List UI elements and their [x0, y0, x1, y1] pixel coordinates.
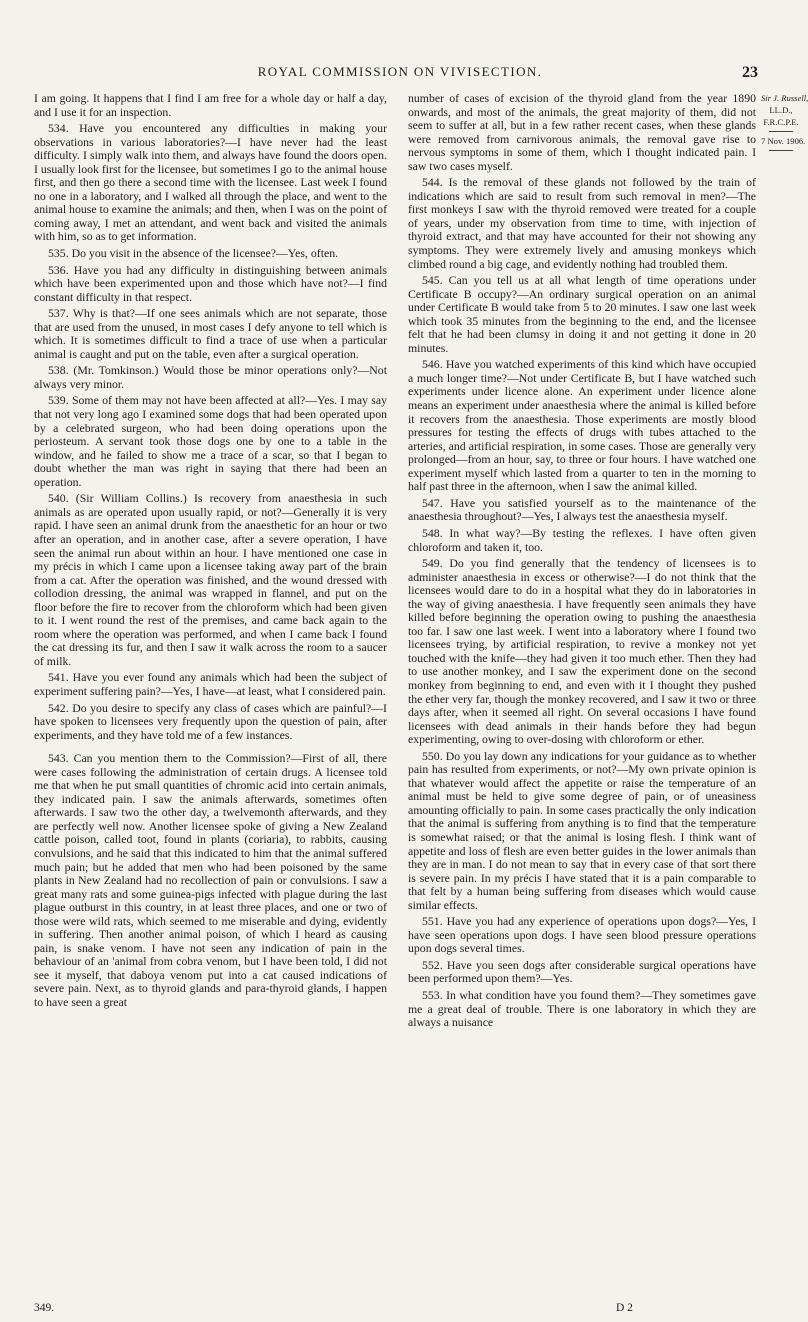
question-547: 547. Have you satisfied yourself as to the maintenance of the anaesthesia throughout?—Yes, I always test the anaesthesia myself.	[408, 495, 756, 524]
margin-divider	[769, 150, 793, 151]
question-543: 543. Can you mention them to the Commission?—First of all, there were cases following the administration of certain drugs. A licensee told me that when he put small quantities of chromic acid into certain animals, they indicated pain. I saw the animals afterwards, sometimes often afterwards. I saw two the other day, a twelvemonth afterwards, and they are perfectly well now. Another licensee spoke of giving a New Zealand cattle poison, called toot, found in plants (coriaria), to rabbits, causing convulsions, and he said that this indicated to him that the animal suffered much pain; but he added that men who had been poisoned by the same plants in New Zealand had no recollection of pain or convulsions. I saw a great many rats and some guinea-pigs infected with plague during the last plague outburst in this country, in at least three places, and one or two of those were wild rats, which seemed to me miserable and dying, evidently in suffering. Then another animal poison, of which I heard as causing pain, is snake venom. I have not seen any indication of pain in the behaviour of an 'animal from cobra venom, but I have been told, I did not see it myself, that daboya venom put into a cat caused indications of severe pain. Next, as to thyroid glands and para-thyroid glands, I happen to have seen a great	[34, 751, 387, 1009]
question-552: 552. Have you seen dogs after considerable surgical operations have been performed upon them?—Yes.	[408, 957, 756, 986]
margin-divider	[769, 131, 793, 132]
question-551: 551. Have you had any experience of operations upon dogs?—Yes, I have seen operations upon dogs. I have seen blood pressure operations upon dogs several times.	[408, 914, 756, 956]
signature-marker: D 2	[616, 1302, 633, 1314]
question-535: 535. Do you visit in the absence of the licensee?—Yes, often.	[48, 246, 339, 261]
question-537: 537. Why is that?—If one sees animals which are not separate, those that are used from the unused, in most cases I defy anyone to tell which is which. It is sometimes difficult to find a trace of use when a particular animal is caught and put on the table, even after a surgical operation.	[34, 306, 387, 361]
question-548: 548. In what way?—By testing the reflexes. I have often given chloroform and taken it, too.	[408, 525, 756, 554]
question-542: 542. Do you desire to specify any class of cases which are painful?—I have spoken to licensees very frequently upon the question of pain, after experiments, and they have told me of a few instances.	[34, 700, 387, 742]
page-footer	[0, 1302, 800, 1318]
question-540: 540. (Sir William Collins.) Is recovery from anaesthesia in such animals as are operated upon usually rapid, or not?—Generally it is very rapid. I have seen an animal drunk from the anaesthetic for an hour or two after an operation, and in another case, after a severe operation, I have seen the animal run about within an hour. I have mentioned one case in my précis in which I came upon a licensee taking away part of the brain from a cat. After the operation was finished, and the wound dressed with collodion dressing, the animal was wrapped in flannel, and put on the floor before the fire to recover from the chloroform which had been given to it. I went round the rest of the premises, and came back again to the room where the operation was performed, and when I came back I found the cat dressing its fur, and then I saw it walk across the room to a saucer of milk.	[34, 491, 387, 668]
question-549: 549. Do you find generally that the tendency of licensees is to administer anaesthesia in excess or otherwise?—I do not think that the licensees would dare to do in a hospital what they do in laboratories in the way of giving anaesthesia. I have frequently seen animals they have killed before beginning the operation owing to pushing the anaesthesia too far. I saw one last week. I went into a laboratory where I found two licensees trying, by artificial respiration, to revive a monkey not yet touched with the knife—they had given it too much ether. Then they had to use another monkey, and I saw the experiment done on the second monkey from beginning to end, and even with it I thought they pushed the ether very far, though the monkey recovered, and I saw it two or three days after, when it seemed all right. On several occasions I have found licensees with dead animals in their hands before they had begun experimenting, owing to over-dosing with chloroform or ether.	[408, 556, 756, 747]
question-536: 536. Have you had any difficulty in distinguishing between animals which have been experimented upon and those which have not?—I find constant difficulty in that respect.	[34, 262, 387, 304]
witness-degree: F.R.C.P.E.	[763, 117, 799, 127]
question-541: 541. Have you ever found any animals which had been the subject of experiment suffering pain?—Yes, I have—at least, what I considered pain.	[34, 670, 387, 698]
question-545: 545. Can you tell us at all what length of time operations under Certificate B occupy?—An ordinary surgical operation on an animal under Certificate B would take from 5 to 20 minutes. I saw one last week which took 35 minutes from the beginning to the end, and the licensee felt that he had been clumsy in doing it and not getting it done in 20 minutes.	[408, 273, 756, 355]
left-column	[34, 92, 387, 1010]
question-546: 546. Have you watched experiments of this kind which have occupied a much longer time?—Not under Certificate B, but I have watched such experiments under licence alone. An experiment under licence alone means an experiment under anaesthesia where the animal is killed before it recovers from the anaesthesia. Those experiments are mostly blood pressures for testing the effects of drugs with tubes attached to the arteries, and artificial respiration, in some cases. Those are generally very prolonged—from an hour, say, to three or four hours. I have watched one experiment myself which lasted from a quarter to ten in the morning to half past three in the afternoon, when I saw the animal killed.	[408, 357, 756, 494]
question-553: 553. In what condition have you found them?—They sometimes gave me a great deal of trouble. There is one laboratory in which they are always a nuisance	[408, 988, 756, 1030]
witness-name: Sir J. Russell,	[761, 93, 808, 103]
question-550: 550. Do you lay down any indications for your guidance as to whether pain has resulted from experiments, or not?—My own private opinion is that whatever would affect the appetite or raise the temperature of an animal must be held to give some degree of pain, or of uneasiness amounting officially to pain. In some cases practically the only indication that the animal is suffering from anything is to find that the temperature is somewhat raised; or that the animal is losing flesh. I think want of appetite and loss of flesh are even better guides in the lower animals than they are in man. I do not mean to say that in every case of that sort there is severe pain. In my précis I have stated that it is a pain comparable to that felt by a human being suffering from diseases which would cause similar effects.	[408, 748, 756, 912]
right-column	[408, 92, 756, 1030]
witness-margin-note	[761, 92, 808, 154]
print-signature-number: 349.	[34, 1302, 55, 1314]
paragraph-continued: I am going. It happens that I find I am free for a whole day or half a day, and I use it for an inspection.	[34, 91, 387, 119]
hearing-date: 7 Nov. 1906.	[761, 136, 806, 146]
page-header	[0, 64, 800, 86]
running-title: ROYAL COMMISSION ON VIVISECTION.	[257, 64, 543, 79]
paragraph-continued: number of cases of excision of the thyroid gland from the year 1890 onwards, and most of the animals, the great majority of them, did not seem to suffer at all, but in a few rather recent cases, when these glands were removed from carnivorous animals, the removal gave rise to nervous symptoms in some of them, which I thought indicated pain. I saw two cases myself.	[408, 91, 756, 173]
question-534: 534. Have you encountered any difficulties in making your observations in various laboratories?—I have never had the least difficulty. I simply walk into them, and always have found the doors open. I usually look first for the licensee, but sometimes I go to the animal house first, and then go there a second time with the licensee. Last week I found no one in a laboratory, and I walked all through the place, and went to the animal house to examine the animals; and then, when I was on the point of coming away, I met an attendant, and went back and visited the animals with him, so as to get information.	[34, 121, 387, 244]
page-number: 23	[742, 64, 758, 81]
question-544: 544. Is the removal of these glands not followed by the train of indications which are said to result from such removal in men?—The first monkeys I saw with the thyroid removed were treated for a couple of years, under my observation from time to time, with injection of thyroid extract, and that may have accounted for their not showing any symptoms. They were extremely lively and amusing monkeys which climbed round a big cage, and evidently nothing had troubled them.	[408, 175, 756, 271]
question-538: 538. (Mr. Tomkinson.) Would those be minor operations only?—Not always very minor.	[34, 363, 387, 391]
question-539: 539. Some of them may not have been affected at all?—Yes. I may say that not very long ago I examined some dogs that had been operated upon by a celebrated surgeon, who had been doing operations upon the periosteum. A servant took those dogs one by one to a table in the window, and he failed to show me a trace of a scar, so that I began to doubt whether the man was right in saying that there had been an operation.	[34, 393, 387, 489]
witness-degree: LL.D.,	[769, 105, 793, 115]
